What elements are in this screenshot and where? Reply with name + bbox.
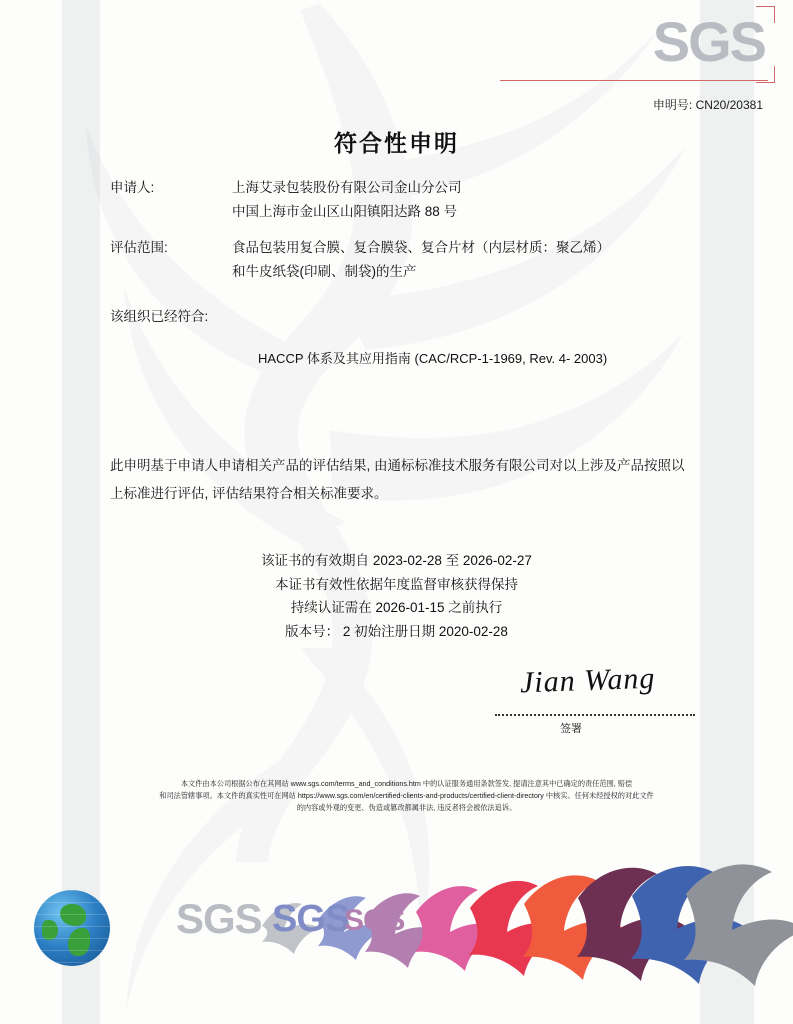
- bottom-banner: [0, 860, 793, 1024]
- applicant-line-1: 上海艾录包装股份有限公司金山分公司: [232, 180, 462, 195]
- applicant-line-2: 中国上海市金山区山阳镇阳达路 88 号: [232, 203, 458, 219]
- globe-icon: [34, 890, 110, 966]
- validity-line-3: 持续认证需在 2026-01-15 之前执行: [290, 600, 503, 616]
- applicant-value: [232, 176, 752, 223]
- applicant-label: 申请人:: [110, 180, 155, 195]
- standard-reference: HACCP 体系及其应用指南 (CAC/RCP-1-1969, Rev. 4- 2003): [258, 351, 608, 366]
- statement-paragraph: 此申明基于申请人申请相关产品的评估结果, 由通标标准技术服务有限公司对以上涉及产品按照以上标准进行评估, 评估结果符合相关标准要求。: [110, 458, 685, 502]
- signature-name: Jian Wang: [519, 661, 656, 700]
- signature-label: 签署: [560, 723, 582, 735]
- footer-line-2: 和司法管辖事项。本文件的真实性可在网站 https://www.sgs.com/en/certified-clients-and-products/certified-client-directory 中核实。任何未经授权的对此文件: [159, 790, 654, 800]
- certificate-number-label: 申明号:: [652, 98, 693, 112]
- certificate-number: [653, 96, 763, 113]
- validity-line-1: 该证书的有效期自 2023-02-28 至 2026-02-27: [261, 553, 532, 568]
- certificate-number-value: CN20/20381: [695, 98, 763, 112]
- logo-corner-top-icon: [756, 6, 775, 23]
- banner-word-3: SGS: [344, 904, 405, 937]
- scope-value: [232, 236, 752, 283]
- scope-line-2: 和牛皮纸袋(印刷、制袋)的生产: [232, 263, 417, 279]
- bird-flock-graphic: [0, 860, 793, 1024]
- validity-block: [0, 549, 793, 644]
- banner-word-1: SGS: [176, 895, 262, 942]
- validity-line-4: 版本号： 2 初始注册日期 2020-02-28: [285, 623, 508, 639]
- logo-rule: [500, 80, 768, 81]
- scope-label: 评估范围:: [110, 240, 168, 255]
- sgs-logo: SGS: [652, 10, 765, 73]
- footer-line-3: 的内容或外观的变更、伪造或篡改都属非法, 违反者将会被依法追诉。: [296, 802, 517, 812]
- footer-line-1: 本文件由本公司根据公布在其网站 www.sgs.com/terms_and_conditions.htm 中的认证服务通用条款签发, 提请注意其中已确定的责任范围, 赔偿: [180, 779, 633, 788]
- scope-line-1: 食品包装用复合膜、复合膜袋、复合片材（内层材质：聚乙烯）: [232, 240, 610, 255]
- page-title: 符合性申明: [334, 130, 459, 156]
- validity-line-2: 本证书有效性依据年度监督审核获得保持: [275, 576, 518, 592]
- footer-fineprint: [80, 778, 733, 814]
- banner-word-2: SGS: [272, 898, 350, 940]
- conformity-label: 该组织已经符合:: [110, 309, 209, 324]
- signature-line: [495, 714, 695, 716]
